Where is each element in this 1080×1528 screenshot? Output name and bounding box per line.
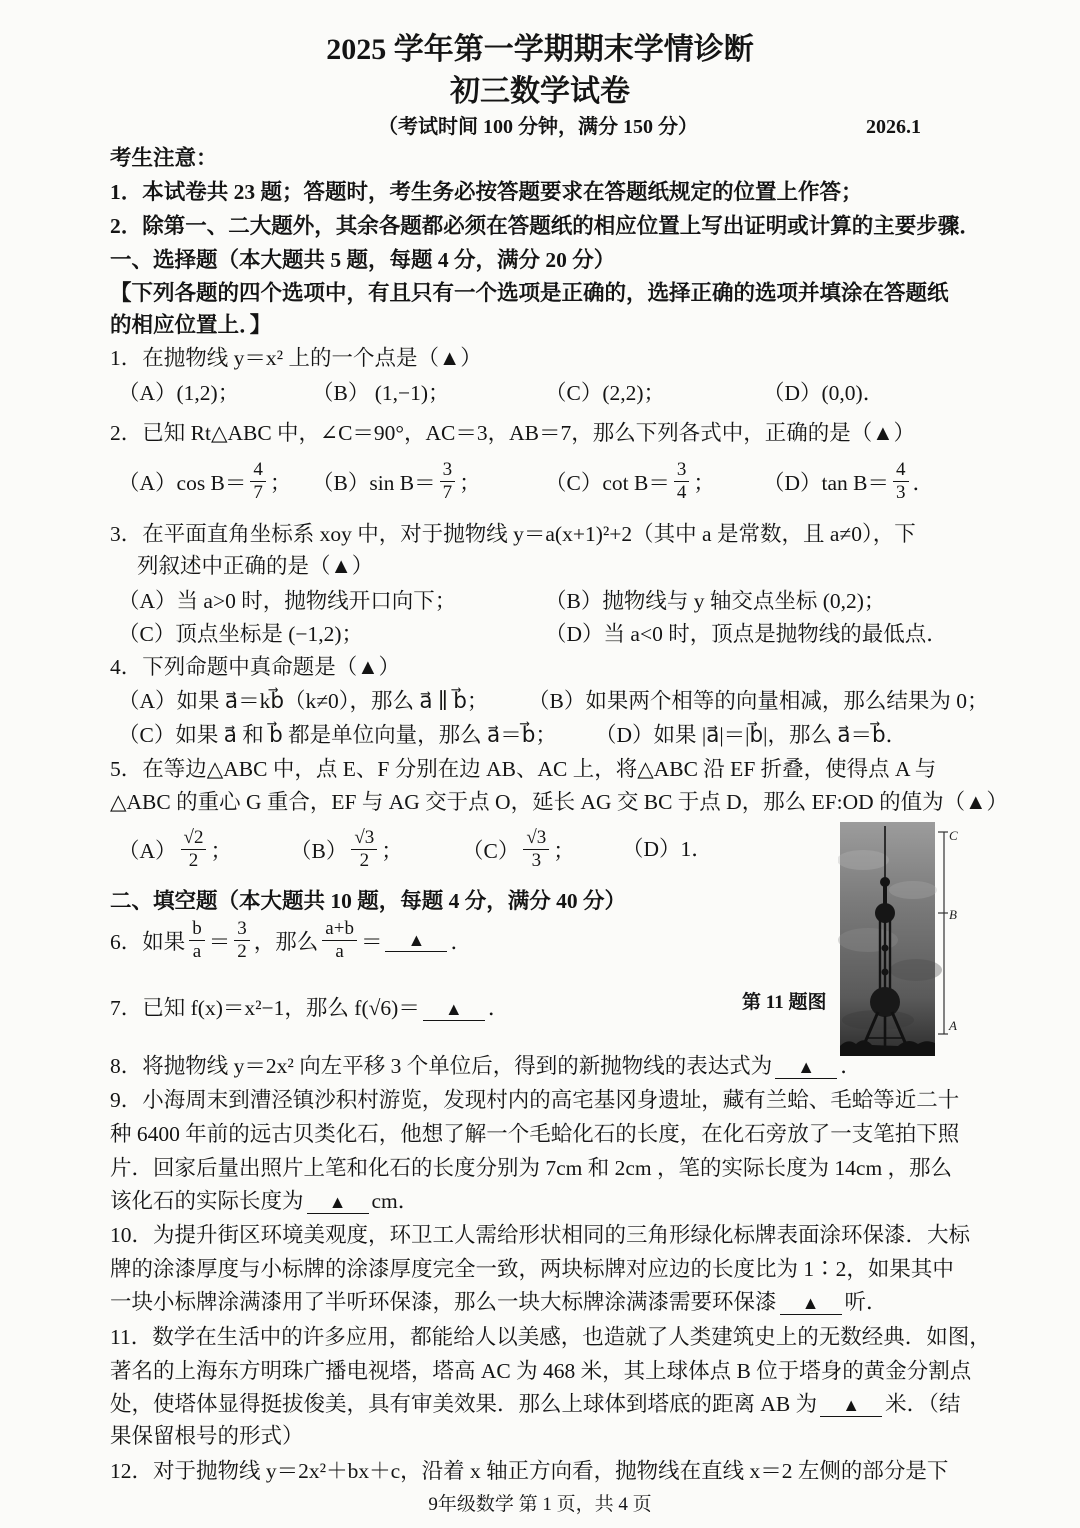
fraction: [250, 459, 266, 504]
answer-blank: ▲: [780, 1292, 842, 1315]
notice-item: 2．除第一、二大题外，其余各题都必须在答题纸的相应位置上写出证明或计算的主要步骤．: [110, 214, 981, 238]
q1-stem: 1．在抛物线 y＝x² 上的一个点是（▲）: [110, 346, 482, 370]
page-footer: 9年级数学 第 1 页，共 4 页: [428, 1494, 652, 1515]
q11-line: 果保留根号的形式）: [110, 1424, 304, 1448]
q7-end: ．: [487, 996, 510, 1020]
numerator: √2: [181, 827, 207, 850]
q11-text: 处，使塔体显得挺拔俊美，具有审美效果．那么上球体到塔底的距离 AB 为: [110, 1392, 818, 1416]
q2-option-d: [763, 456, 934, 506]
q4-option-c: （C）如果 a⃗ 和 b⃗ 都是单位向量，那么 a⃗＝b⃗；: [118, 723, 557, 747]
fraction: [234, 918, 250, 963]
section-fill-heading: 二、填空题（本大题共 10 题，每题 4 分，满分 40 分）: [110, 889, 627, 913]
denominator: 7: [442, 481, 453, 503]
q6: [110, 915, 472, 965]
denominator: 2: [359, 849, 370, 871]
q9-line: 种 6400 年前的远古贝类化石，他想了解一个毛蛤化石的长度，在化石旁放了一支笔拍下照: [110, 1122, 960, 1146]
q10-text: 一块小标牌涂满漆用了半听环保漆，那么一块大标牌涂满漆需要环保漆: [110, 1290, 777, 1314]
q7-text: 7．已知 f(x)＝x²−1，那么 f(√6)＝: [110, 996, 420, 1020]
numerator: a+b: [322, 918, 357, 941]
q5-option-a: [118, 824, 232, 874]
q5-option-d: （D）1．: [622, 837, 713, 861]
option-end: ；: [553, 838, 575, 863]
q11-line: [110, 1391, 960, 1417]
denominator: a: [192, 940, 202, 962]
fraction: [893, 459, 909, 504]
option-end: ；: [269, 470, 292, 495]
q3-stem: 3．在平面直角坐标系 xoy 中，对于抛物线 y＝a(x+1)²+2（其中 a 是常数，且 a≠0），下: [110, 522, 916, 546]
q2-option-a: [118, 456, 291, 506]
q9-line: 片．回家后量出照片上笔和化石的长度分别为 7cm 和 2cm ，笔的实际长度为 14cm ，那么: [110, 1156, 953, 1180]
notice-item: 1．本试卷共 23 题；答题时，考生务必按答题要求在答题纸规定的位置上作答；: [110, 180, 863, 204]
q3-option-b: （B）抛物线与 y 轴交点坐标 (0,2)；: [545, 589, 886, 613]
option-label: （A）: [118, 838, 177, 863]
fraction: [523, 827, 549, 872]
label-c: C: [949, 828, 958, 843]
q9-line: 9．小海周末到漕泾镇沙积村游览，发现村内的高宅基冈身遗址，藏有兰蛤、毛蛤等近二十: [110, 1088, 960, 1112]
q2-option-c: [545, 456, 715, 506]
exam-title: 2025 学年第一学期期末学情诊断: [326, 33, 754, 66]
option-label: （B）sin B＝: [312, 470, 436, 495]
option-end: ．: [912, 470, 935, 495]
q10-end: 听．: [844, 1290, 888, 1314]
q9-text: 该化石的实际长度为: [110, 1189, 304, 1213]
q1-option-b: （B） (1,−1)；: [312, 381, 450, 405]
denominator: a: [335, 940, 344, 962]
q5-stem: △ABC 的重心 G 重合，EF 与 AG 交于点 O，延长 AG 交 BC 于点 D，那么 EF:OD 的值为（▲）: [110, 790, 1008, 814]
q4-option-d: （D）如果 |a⃗|＝|b⃗|，那么 a⃗＝b⃗．: [595, 723, 908, 747]
denominator: 3: [896, 481, 906, 503]
fraction: [351, 827, 377, 872]
fraction: [189, 918, 205, 963]
answer-blank: ▲: [307, 1191, 369, 1214]
q8-text: 8．将抛物线 y＝2x² 向左平移 3 个单位后，得到的新抛物线的表达式为: [110, 1054, 773, 1078]
figure-caption: 第 11 题图: [742, 992, 827, 1013]
equals: ＝: [208, 929, 231, 954]
numerator: 3: [234, 918, 250, 941]
q11-line: 著名的上海东方明珠广播电视塔，塔高 AC 为 468 米，其上球体点 B 位于塔身的黄金分割点: [110, 1359, 972, 1383]
option-label: （D）tan B＝: [763, 470, 890, 495]
q1-option-d: （D）(0,0)．: [763, 381, 885, 405]
equals: ＝: [360, 929, 383, 954]
exam-subtitle: 初三数学试卷: [450, 75, 630, 108]
option-end: ；: [381, 838, 403, 863]
q2-stem: 2．已知 Rt△ABC 中，∠C＝90°，AC＝3，AB＝7，那么下列各式中，正确的是（▲）: [110, 421, 916, 445]
exam-date: 2026.1: [866, 116, 921, 138]
q5-option-b: [290, 824, 403, 874]
answer-blank: ▲: [775, 1056, 837, 1079]
option-label: （C）: [462, 838, 520, 863]
q3-stem: 列叙述中正确的是（▲）: [137, 554, 374, 578]
q10-line: 10．为提升街区环境美观度，环卫工人需给形状相同的三角形绿化标牌表面涂环保漆．大标: [110, 1223, 971, 1247]
q12-line: 12．对于抛物线 y＝2x²＋bx＋c，沿着 x 轴正方向看，抛物线在直线 x＝2 左侧的部分是下: [110, 1459, 949, 1483]
q6-mid: ，那么: [253, 929, 319, 954]
numerator: √3: [523, 827, 549, 850]
q3-option-a: （A）当 a>0 时，抛物线开口向下；: [118, 589, 457, 613]
tower-photo: [838, 820, 963, 1060]
q10-line: 牌的涂漆厚度与小标牌的涂漆厚度完全一致，两块标牌对应边的长度比为 1∶2，如果其中: [110, 1257, 954, 1281]
q4-stem: 4．下列命题中真命题是（▲）: [110, 655, 401, 679]
q4-option-b: （B）如果两个相等的向量相减，那么结果为 0；: [528, 689, 989, 713]
q1-option-c: （C）(2,2)；: [545, 381, 666, 405]
numerator: 4: [893, 459, 909, 482]
numerator: b: [189, 918, 205, 941]
denominator: 3: [531, 849, 542, 871]
q4-option-a: （A）如果 a⃗＝kb⃗（k≠0），那么 a⃗ ∥ b⃗；: [118, 689, 489, 713]
label-b: B: [949, 907, 957, 922]
exam-info: （考试时间 100 分钟，满分 150 分）: [378, 116, 698, 138]
option-end: ；: [693, 470, 715, 495]
option-label: （A）cos B＝: [118, 470, 247, 495]
q8-end: ．: [840, 1054, 862, 1078]
q6-prefix: 6．如果: [110, 929, 186, 954]
option-end: ；: [459, 470, 481, 495]
q11-line-end: 米．（结: [885, 1392, 961, 1416]
q5-stem: 5．在等边△ABC 中，点 E、F 分别在边 AB、AC 上，将△ABC 沿 EF 折叠，使得点 A 与: [110, 757, 937, 781]
fraction: [674, 459, 690, 504]
fraction: [181, 827, 207, 872]
option-label: （C）cot B＝: [545, 470, 670, 495]
denominator: 2: [237, 940, 247, 962]
section-choice-instruction: 【下列各题的四个选项中，有且只有一个选项是正确的，选择正确的选项并填涂在答题纸: [110, 281, 949, 305]
numerator: 3: [674, 459, 690, 482]
denominator: 2: [188, 849, 199, 871]
q7: [110, 995, 509, 1021]
q1-option-a: （A）(1,2)；: [118, 381, 240, 405]
q9-line: [110, 1188, 419, 1214]
q9-end: cm．: [371, 1189, 420, 1213]
denominator: 4: [676, 481, 687, 503]
q2-option-b: [312, 456, 481, 506]
numerator: √3: [351, 827, 377, 850]
notice-heading: 考生注意：: [110, 146, 218, 170]
q3-option-c: （C）顶点坐标是 (−1,2)；: [118, 622, 364, 646]
answer-blank: ▲: [385, 929, 447, 952]
label-a: A: [949, 1018, 957, 1033]
q8: [110, 1053, 862, 1079]
q3-option-d: （D）当 a<0 时，顶点是抛物线的最低点．: [545, 622, 948, 646]
numerator: 3: [440, 459, 456, 482]
answer-blank: ▲: [423, 998, 485, 1021]
fraction: [322, 918, 357, 963]
section-choice-instruction: 的相应位置上．】: [110, 313, 272, 337]
section-choice-heading: 一、选择题（本大题共 5 题，每题 4 分，满分 20 分）: [110, 248, 616, 272]
q5-option-c: [462, 824, 575, 874]
tower-figure: [838, 820, 963, 1060]
q10-line: [110, 1289, 888, 1315]
answer-blank: ▲: [820, 1394, 882, 1417]
option-end: ；: [210, 838, 232, 863]
denominator: 7: [253, 481, 263, 503]
option-label: （B）: [290, 838, 348, 863]
q6-end: ．: [450, 929, 472, 954]
numerator: 4: [250, 459, 266, 482]
fraction: [440, 459, 456, 504]
q11-line: 11．数学在生活中的许多应用，都能给人以美感，也造就了人类建筑史上的无数经典．如图，: [110, 1325, 991, 1349]
